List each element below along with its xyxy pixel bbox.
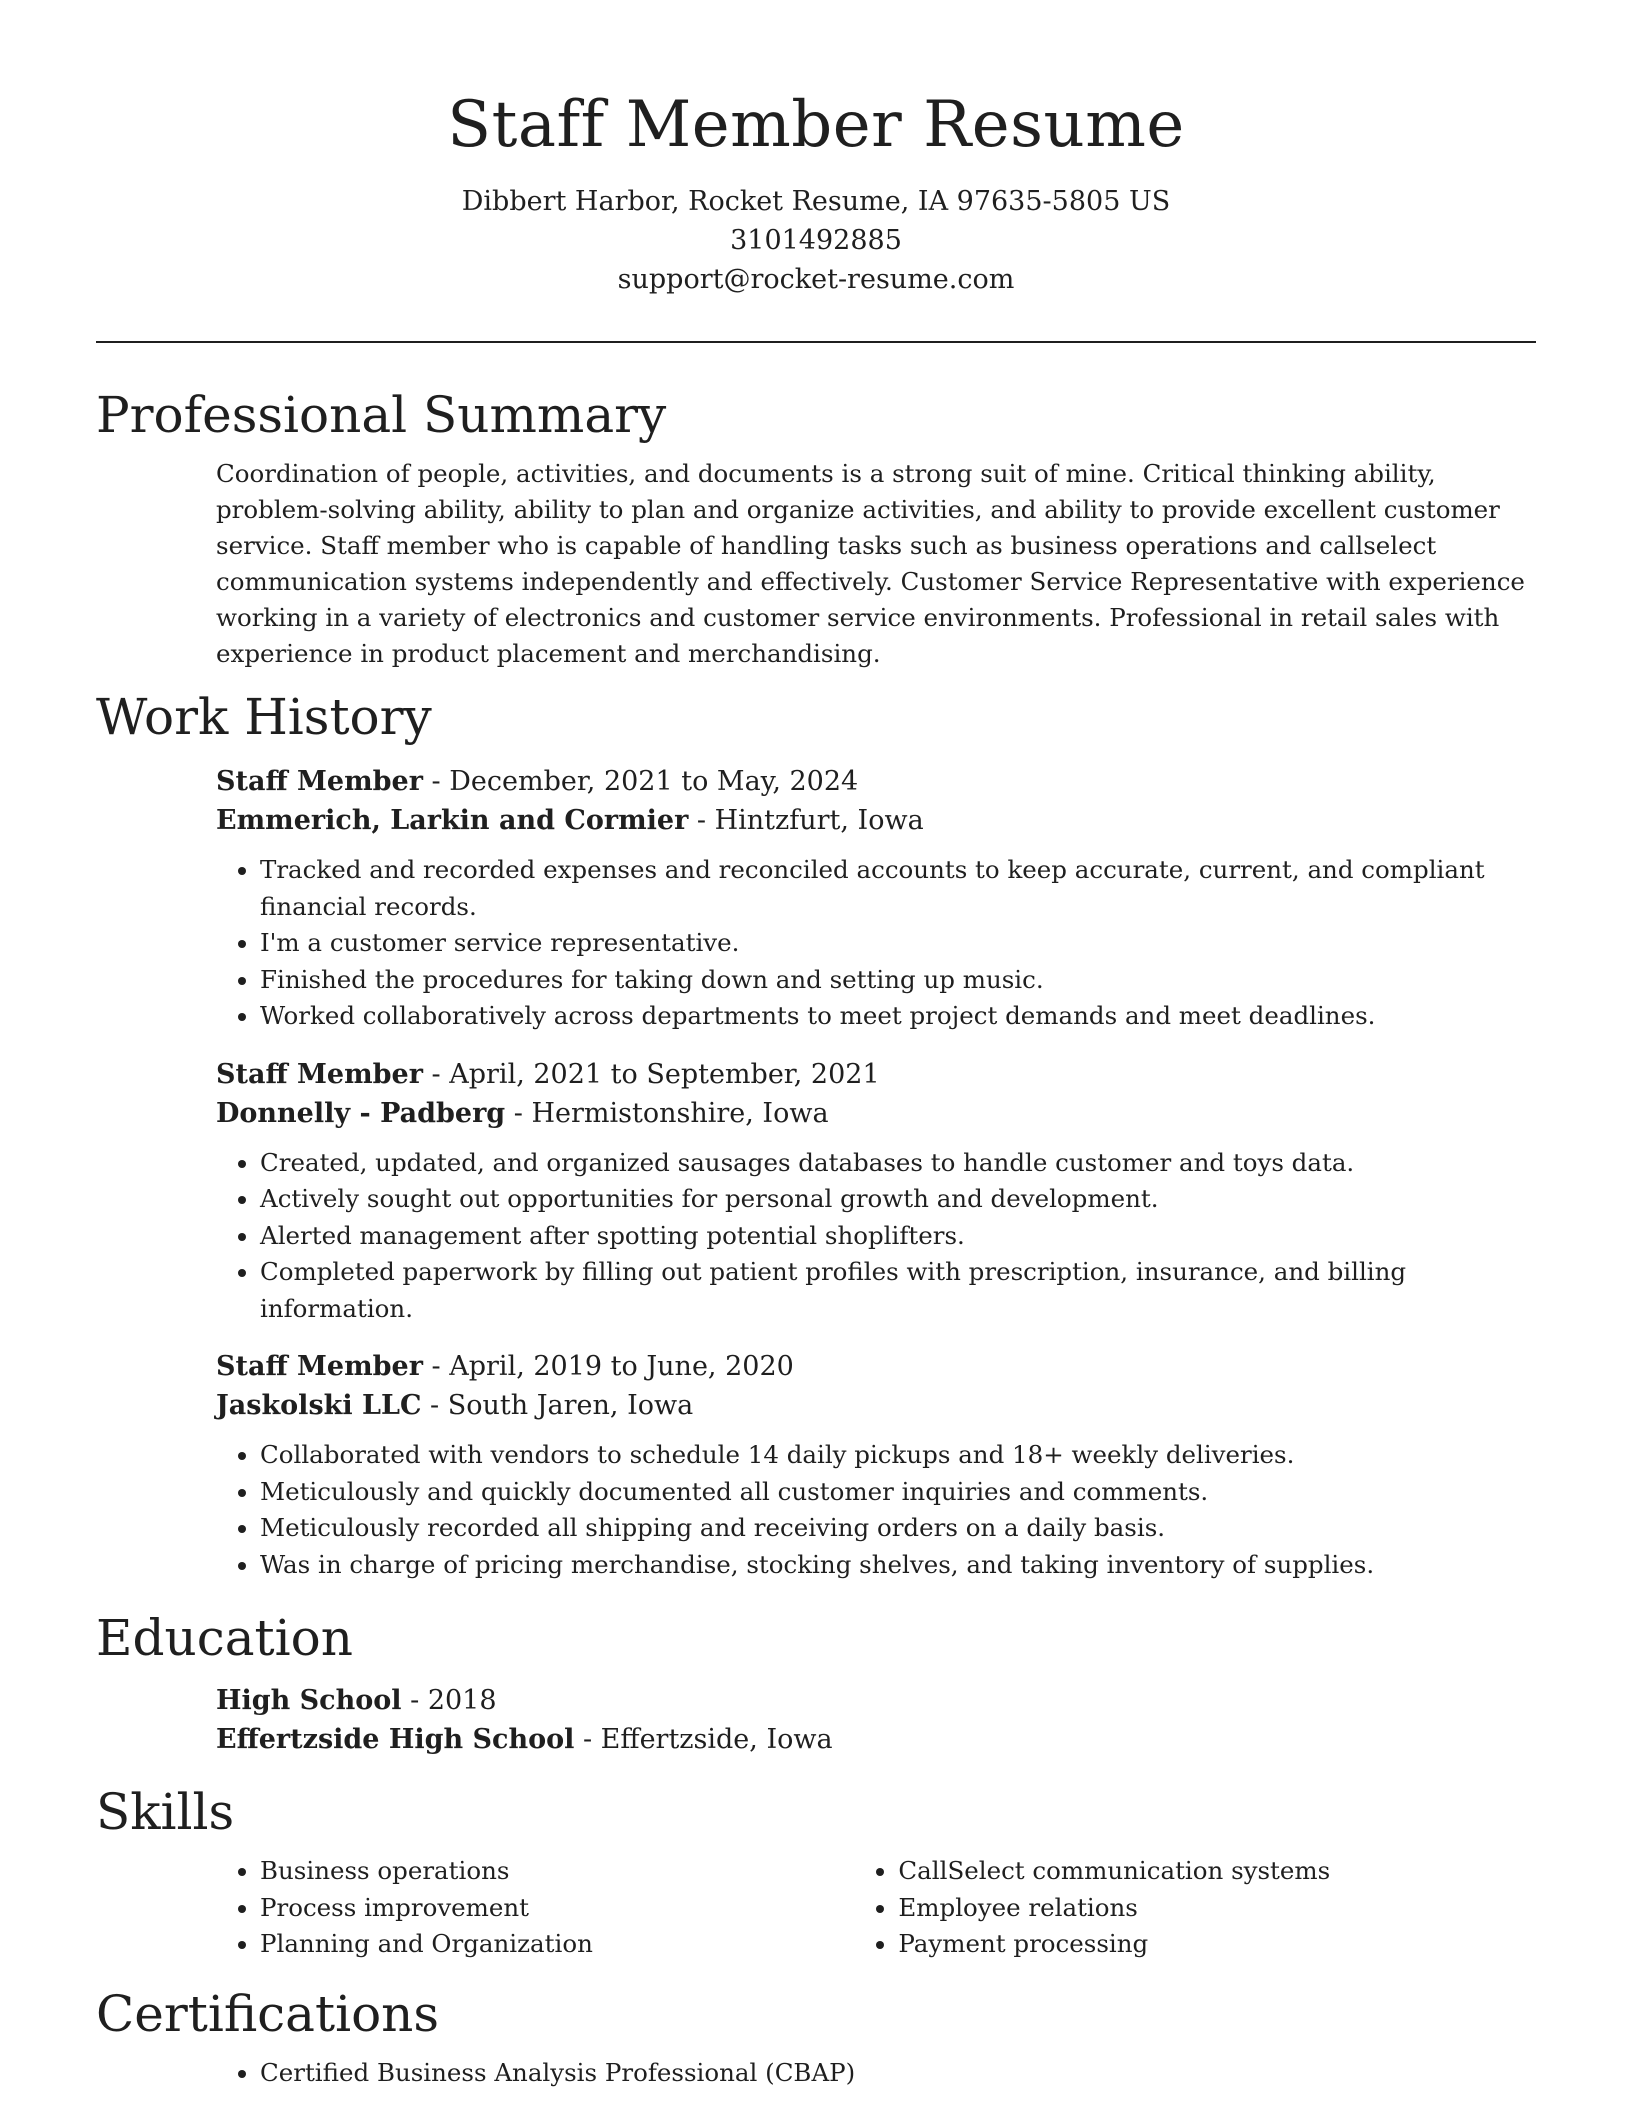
education-location: - Effertzside, Iowa bbox=[574, 1724, 833, 1755]
list-item: • Business operations bbox=[260, 1853, 854, 1890]
job-dates: - April, 2019 to June, 2020 bbox=[422, 1351, 794, 1382]
list-item: • Payment processing bbox=[898, 1926, 1536, 1963]
summary-heading: Professional Summary bbox=[96, 386, 667, 444]
work-history-heading: Work History bbox=[96, 688, 432, 746]
skills-left-column bbox=[216, 1853, 854, 1963]
skills-section bbox=[96, 1777, 1536, 1963]
job-company: Emmerich, Larkin and Cormier bbox=[216, 805, 689, 836]
job-role-line bbox=[216, 1347, 1536, 1386]
summary-text: Coordination of people, activities, and documents is a strong suit of mine. Critical thinking ability, problem-solving ability, ability to plan and organize activities, and ability to provide excellent customer service. Staff member who is capable of handling tasks such as business operations and callselect communication systems independently and effectively. Customer Service Representative with experience working in a variety of electronics and customer service environments. Professional in retail sales with experience in product placement and merchandising. bbox=[216, 459, 1525, 668]
list-item: • Process improvement bbox=[260, 1890, 854, 1927]
job-role: Staff Member bbox=[216, 1058, 423, 1090]
education-degree-line bbox=[216, 1681, 1536, 1720]
job-dates: - December, 2021 to May, 2024 bbox=[422, 766, 859, 797]
certifications-section bbox=[96, 1979, 1536, 2092]
job-location: - Hintzfurt, Iowa bbox=[688, 805, 924, 836]
skills-grid bbox=[216, 1853, 1536, 1963]
work-history-section bbox=[96, 682, 1536, 1583]
job-entry bbox=[216, 1055, 1536, 1328]
certifications-list bbox=[216, 2055, 1536, 2092]
education-degree: High School bbox=[216, 1685, 402, 1716]
list-item: • Tracked and recorded expenses and reconciled accounts to keep accurate, current, and compliant financial records. bbox=[260, 852, 1536, 925]
resume-title: Staff Member Resume bbox=[447, 88, 1185, 162]
certifications-heading: Certifications bbox=[96, 1984, 440, 2043]
contact-email[interactable]: support@rocket-resume.com bbox=[617, 264, 1015, 295]
job-role-line bbox=[216, 1055, 1536, 1094]
contact-address: Dibbert Harbor, Rocket Resume, IA 97635-5805 US bbox=[461, 186, 1171, 217]
list-item: • Was in charge of pricing merchandise, stocking shelves, and taking inventory of supplies. bbox=[260, 1547, 1536, 1584]
list-item: • I'm a customer service representative. bbox=[260, 925, 1536, 962]
job-entry bbox=[216, 1347, 1536, 1583]
resume-content bbox=[96, 380, 1536, 2091]
job-role: Staff Member bbox=[216, 766, 423, 797]
list-item: • Created, updated, and organized sausages databases to handle customer and toys data. bbox=[260, 1145, 1536, 1182]
job-company: Donnelly - Padberg bbox=[216, 1097, 506, 1129]
job-location: - Hermistonshire, Iowa bbox=[505, 1097, 829, 1129]
resume-header bbox=[0, 80, 1632, 299]
job-company-line bbox=[216, 801, 1536, 840]
education-section bbox=[96, 1603, 1536, 1759]
list-item: • Worked collaboratively across departments to meet project demands and meet deadlines. bbox=[260, 998, 1536, 1035]
list-item: • Planning and Organization bbox=[260, 1926, 854, 1963]
job-dates: - April, 2021 to September, 2021 bbox=[422, 1058, 880, 1090]
header-divider bbox=[96, 341, 1536, 343]
education-school: Effertzside High School bbox=[216, 1724, 575, 1755]
job-role: Staff Member bbox=[216, 1351, 423, 1382]
skills-heading: Skills bbox=[96, 1783, 235, 1841]
job-bullets bbox=[216, 1145, 1536, 1328]
job-location: - South Jaren, Iowa bbox=[421, 1390, 694, 1421]
job-bullets bbox=[216, 1437, 1536, 1583]
list-item: • Finished the procedures for taking down and setting up music. bbox=[260, 962, 1536, 999]
job-role-line bbox=[216, 762, 1536, 801]
list-item: • Actively sought out opportunities for personal growth and development. bbox=[260, 1181, 1536, 1218]
job-company-line bbox=[216, 1094, 1536, 1133]
education-school-line bbox=[216, 1720, 1536, 1759]
job-entry bbox=[216, 762, 1536, 1035]
education-heading: Education bbox=[96, 1609, 353, 1667]
list-item: • Meticulously recorded all shipping and receiving orders on a daily basis. bbox=[260, 1510, 1536, 1547]
job-company-line bbox=[216, 1386, 1536, 1425]
list-item: • Collaborated with vendors to schedule 14 daily pickups and 18+ weekly deliveries. bbox=[260, 1437, 1536, 1474]
education-year: - 2018 bbox=[401, 1685, 497, 1716]
education-entry bbox=[216, 1681, 1536, 1759]
list-item: • Certified Business Analysis Professional (CBAP) bbox=[260, 2055, 1536, 2092]
list-item: • Meticulously and quickly documented all customer inquiries and comments. bbox=[260, 1474, 1536, 1511]
list-item: • Alerted management after spotting potential shoplifters. bbox=[260, 1218, 1536, 1255]
skills-right-column bbox=[854, 1853, 1536, 1963]
job-bullets bbox=[216, 852, 1536, 1035]
list-item: • Completed paperwork by filling out patient profiles with prescription, insurance, and billing information. bbox=[260, 1254, 1536, 1327]
list-item: • CallSelect communication systems bbox=[898, 1853, 1536, 1890]
list-item: • Employee relations bbox=[898, 1890, 1536, 1927]
summary-section bbox=[96, 380, 1536, 672]
job-company: Jaskolski LLC bbox=[216, 1390, 422, 1421]
contact-phone: 3101492885 bbox=[730, 225, 902, 256]
